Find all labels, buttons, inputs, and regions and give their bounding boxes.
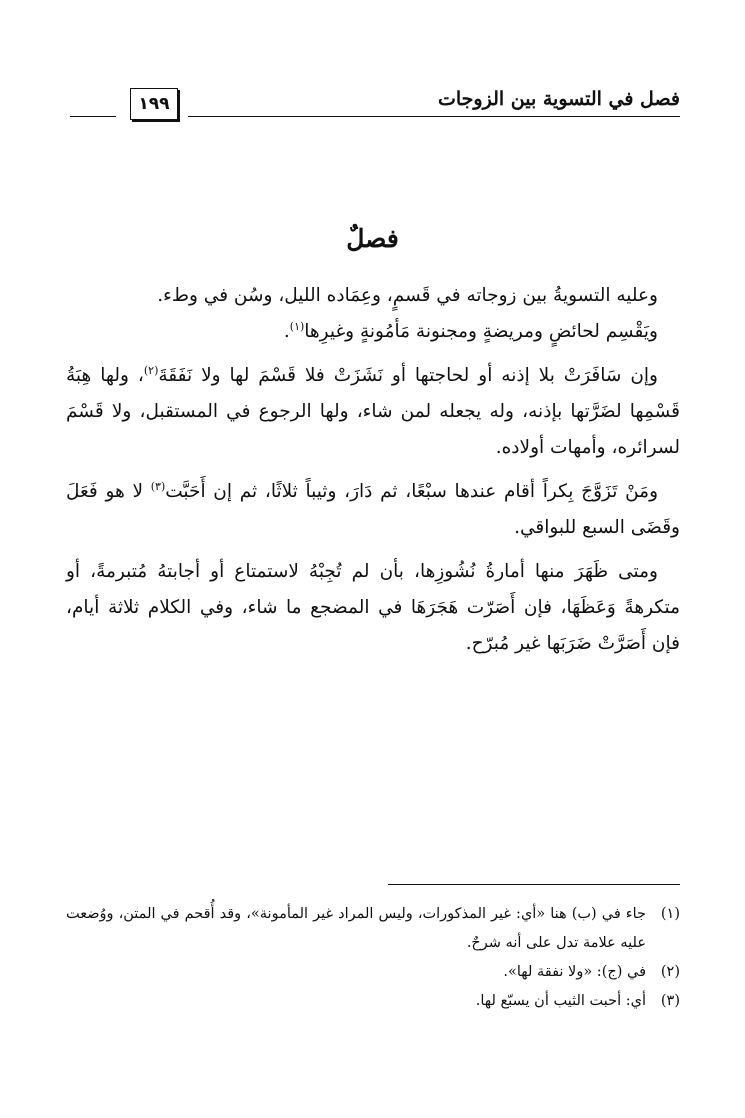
header-rule-left xyxy=(70,116,116,117)
paragraph xyxy=(66,358,680,466)
footnotes xyxy=(66,900,680,1016)
paragraph-tail: . xyxy=(283,321,290,342)
paragraph-text: ومتى ظَهَرَ منها أمارةُ نُشُوزِها، بأن لم تُجِبْهُ لاستمتاع أو أجابتهُ مُتبرمةً، أو متكرهةً وَعَظَهَا، فإن أَصَرّت هَجَرَهَا في المضجع ما شاء، وفي الكلام ثلاثة أيام، فإن أَصَرَّتْ ضَرَبَها غير مُبرّح. xyxy=(66,561,680,654)
paragraph-text: وإن سَافَرَتْ بلا إذنه أو لحاجتها أو نَشَزَتْ فلا قَسْمَ لها ولا نَفَقَةَ xyxy=(158,365,658,386)
footnote-number: (٢) xyxy=(660,964,680,980)
paragraph-text: وعليه التسويةُ بين زوجاته في قَسمٍ، وعِمَاده الليل، وسُن في وطء. xyxy=(157,285,658,306)
paragraph-text: ومَنْ تَزَوَّجَ بِكراً أقام عندها سبْعًا، ثم دَارَ، وثيباً ثلاثًا، ثم إن أَحَبَّت xyxy=(165,481,659,502)
footnote-ref[interactable]: (١) xyxy=(289,319,305,333)
footnote-ref[interactable]: (٣) xyxy=(150,479,166,493)
footnote-number: (٣) xyxy=(660,993,680,1009)
paragraph-line xyxy=(66,314,680,350)
footnote xyxy=(66,900,680,958)
paragraph xyxy=(66,554,680,662)
section-heading: فصلٌ xyxy=(346,224,399,253)
paragraph xyxy=(66,278,680,350)
page-number: ١٩٩ xyxy=(130,88,178,120)
paragraph xyxy=(66,474,680,546)
running-header xyxy=(70,86,680,126)
footnote-number: (١) xyxy=(660,906,680,922)
footnote xyxy=(66,987,680,1016)
header-rule-right xyxy=(188,116,680,117)
footnote-text: في (ج): «ولا نفقة لها». xyxy=(503,964,646,980)
footnote xyxy=(66,958,680,987)
paragraph-tail: لا هو فَعَلَ وقَضَى السبع للبواقي. xyxy=(66,481,680,538)
main-text xyxy=(66,278,680,670)
running-header-title: فصل في التسوية بين الزوجات xyxy=(438,88,680,110)
paragraph-text: ويَقْسِم لحائضٍ ومريضةٍ ومجنونة مَأمُونةٍ وغيرِها xyxy=(304,321,658,342)
footnote-text: أي: أحبت الثيب أن يسبّع لها. xyxy=(475,993,646,1009)
footnote-ref[interactable]: (٢) xyxy=(143,363,159,377)
footnote-text: جاء في (ب) هنا «أي: غير المذكورات، وليس المراد غير المأمونة»، وقد أُقحم في المتن، ووُضعت عليه علامة تدل على أنه شرحٌ. xyxy=(66,906,646,951)
paragraph-tail: ، ولها هِبَةُ قَسْمِها لضَرَّتها بإذنه، وله يجعله لمن شاء، ولها الرجوع في المستقبل، ولا قَسْمَ لسرائره، وأمهات أولاده. xyxy=(66,365,680,458)
footnote-separator xyxy=(388,884,680,885)
